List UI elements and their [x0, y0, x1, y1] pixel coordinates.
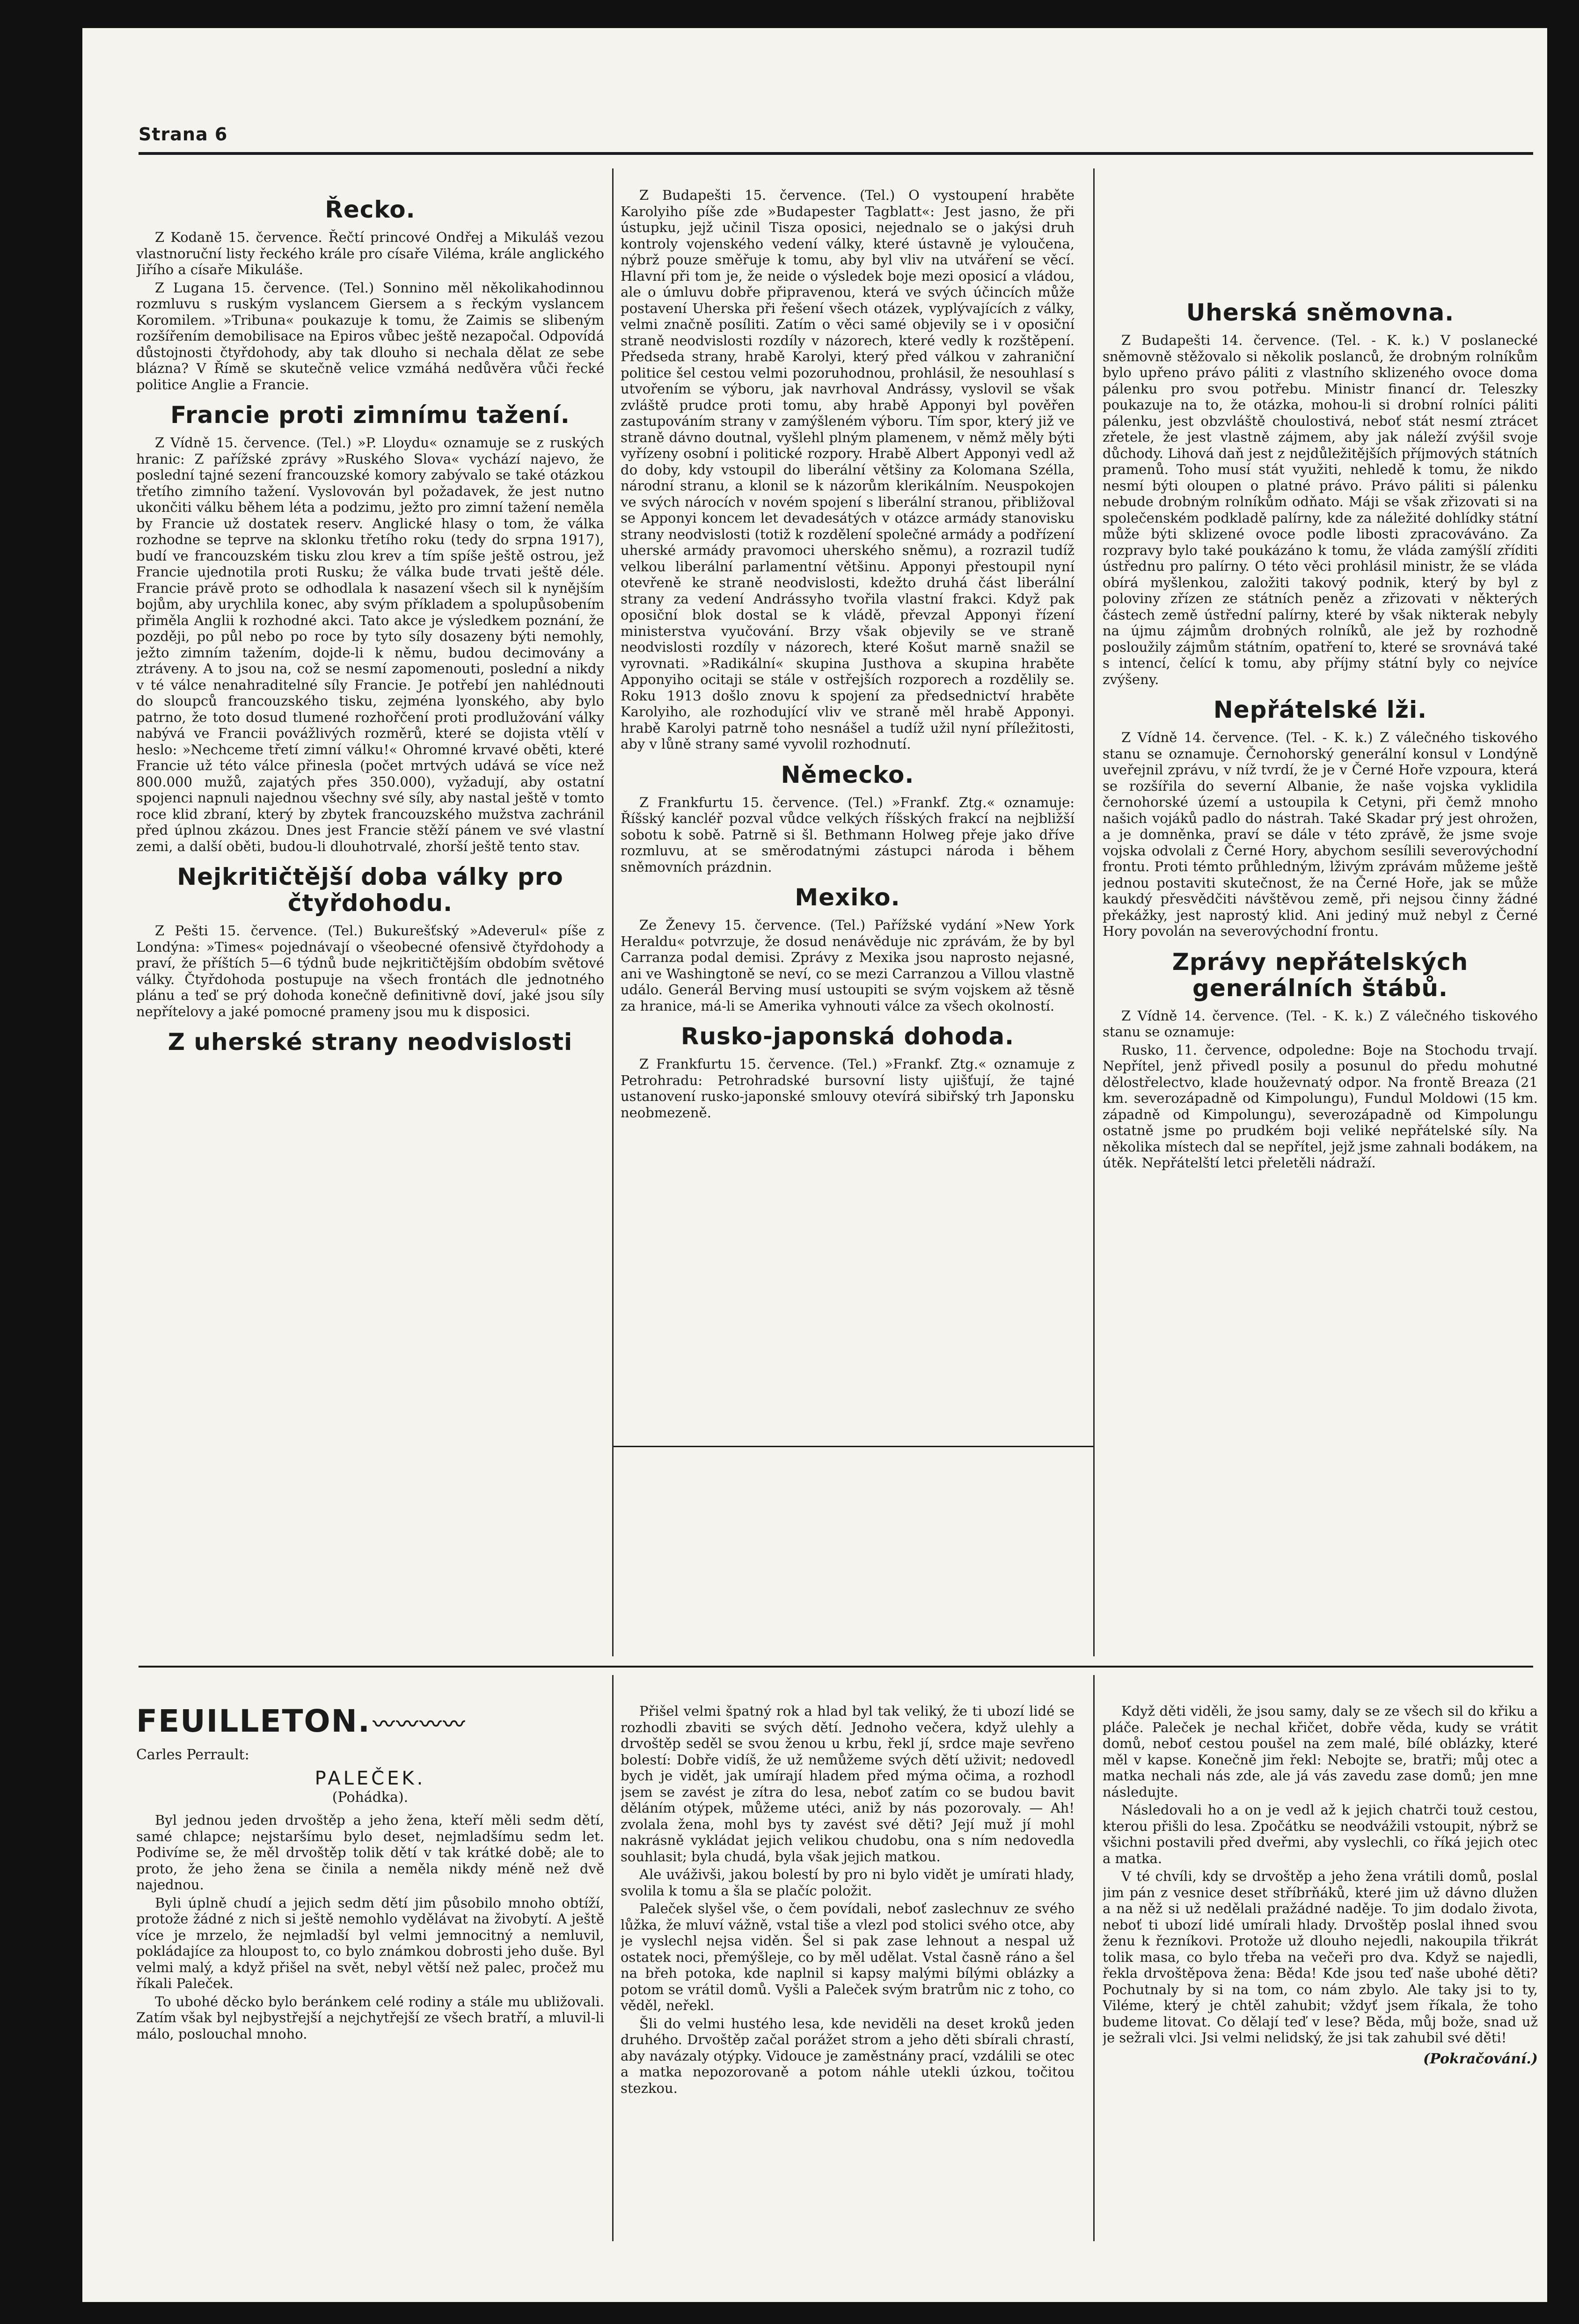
news-column-2 [621, 187, 1075, 1436]
headline: Zprávy nepřátelských generálních štábů. [1172, 948, 1469, 1002]
article-zpravy-stabu [1103, 949, 1538, 1171]
header-rule [139, 152, 1533, 155]
paragraph: Z Pešti 15. července. (Tel.) Bukurešťský »Adeverul« píše z Londýna: »Times« pojednávají o všeobecné ofensivě čtyřdohody a praví, že příštích 5—6 týdnů bude nejkritičtějším obdobím světové války. Čtyřdohoda postupuje na všech frontách dle jednotného plánu a teď se prý dohoda konečně definitivně doví, jaké jsou síly nepřítelovy a jaké pomocné prameny jsou mu k disposici. [136, 923, 604, 1020]
column-rule [1093, 168, 1095, 1656]
article-nepratelske-lzi [1103, 697, 1538, 940]
article-francie [136, 402, 604, 854]
story-paragraph: Když děti viděli, že jsou samy, daly se ze všech sil do křiku a pláče. Paleček je nechal křičet, dobře věda, kudy se vrátit domů, neboť cestou poušel na zem malé, bílé oblázky, které měl v kapse. Konečně jim řekl: Nebojte se, bratři; můj otec a matka nechali nás zde, ale já vás zavedu zase domů; jen mne následujte. [1103, 1703, 1538, 1800]
article-uherska-snemovna [1103, 299, 1538, 687]
column-rule [1093, 1675, 1095, 2241]
paragraph: Z Budapešti 15. července. (Tel.) O vystoupení hraběte Karolyiho píše zde »Budapester Tagblatt«: Jest jasno, že při ústupku, jejž učinil Tisza oposici, nejednalo se o jakýsi druh kontroly vojenského vedení války, které ústavně je vyloučena, nýbrž pouze směřuje k tomu, aby byl vliv na utváření se věcí. Hlavní při tom je, že neide o výsledek boje mezi oposicí a vládou, ale o úmluvu dobře připravenou, která ve svých účincích může postavení Uherska při řešení všech otázek, vyplývajících z války, velmi značně posíliti. Zatím o věci samé objevily se i v oposiční straně neodvislosti rozdíly v názorech, které vedly k rozštěpení. Předseda strany, hrabě Karolyi, který před válkou v zahraniční politice šel cestou velmi pozoruhodnou, prohlásil, že nesouhlasí s utvořením se výboru, jak navrhoval Andrássy, vyslovil se však zvláště prudce proti tomu, aby hrabě Apponyi byl pověřen zastupováním strany v zamýšleném výboru. Tím spor, který již ve straně dávno doutnal, vyšlehl plným plamenem, v němž měly býti vyřízeny osobní i politické rozpory. Hrabě Albert Apponyi vedl až do doby, kdy vstoupil do liberální většiny za Kolomana Szélla, národní stranu, a klonil se k názorům klerikálním. Neuspokojen ve svých nárocích v novém spojení s liberální stranou, přibližoval se Apponyi koncem let devadesátých v otázce armády stanovisku strany neodvislosti (totiž k rozdělení společné armády a podřízení uherské armády pravomoci uherského sněmu), a rozrazil tudíž velkou liberální parlamentní většinu. Apponyi přestoupil nyní otevřeně ke straně neodvislosti, kdežto druhá část liberální strany za vedení Andrássyho tvořila vlastní frakci. Když pak oposiční blok dostal se k vládě, převzal Apponyi řízení ministerstva vyučování. Brzy však objevily se ve straně neodvislosti rozdíly v názorech, které Košut marně snažil se vyrovnati. »Radikální« skupina Justhova a skupina hraběte Apponyiho ocitaji se stále v ostřejších rozporech a rozdělily se. Roku 1913 došlo znovu k spojení za předsednictví hraběte Karolyiho, ale rozhodující vliv ve straně měl hrabě Apponyi. hrabě Karolyi patrně toho nesnášel a tudíž užil nyní příležitosti, aby v lůně strany samé vyvolil rozhodnutí. [621, 187, 1075, 752]
paragraph: Z Vídně 14. července. (Tel. - K. k.) Z válečného tiskového stanu se oznamuje: [1103, 1007, 1538, 1040]
section-rule [614, 1446, 1093, 1447]
headline: Rusko-japonská dohoda. [680, 1023, 1015, 1050]
paragraph: Rusko, 11. července, odpoledne: Boje na Stochodu trvají. Nepřítel, jenž přivedl posily a posunul do předu mohutné dělostřelectvo, klade houževnatý odpor. Na frontě Breaza (21 km. severozápadně od Kimpolungu), Fundul Moldowi (15 km. západně od Kimpolungu), severozápadně od Kimpolungu ostatně jsme po prudkém boji veliké nepřátelské síly. Na několika místech dal se nepřítel, jejž jsme zahnali bodákem, na útěk. Nepřátelští letci přeletěli nádraží. [1103, 1042, 1538, 1171]
headline: Uherská sněmovna. [1186, 299, 1455, 326]
story-paragraph: Ale uváživši, jakou bolestí by pro ni bylo vidět je umírati hlady, svolila k tomu a šla se plačíc položit. [621, 1866, 1075, 1899]
article-nejkritictejsi-doba [136, 864, 604, 1020]
paragraph: Z Budapešti 14. července. (Tel. - K. k.) V poslanecké sněmovně stěžovalo si několik poslanců, že drobným rolníkům bylo upřeno právo páliti z vlastního sklizeného ovoce doma pálenku pro svou potřebu. Ministr financí dr. Teleszky poukazuje na to, že otázka, mohou-li si drobní rolníci páliti pálenku, jest obzvláště choulostivá, neboť stát nesmí ztrácet zřetele, že jest vlastně zájmem, aby jak náleží zvýšil svoje důchody. Lihová daň jest z nejdůležitějších příjmových státních pramenů. Toho musí stát využiti, nehledě k tomu, že nikdo nesmí býti oloupen o platné právo. Právo páliti si pálenku nebude drobným rolníkům odňato. Máji se však zřizovati si na společenském podkladě palírny, kde za náležité dohlídky státní může býti sklizené ovoce podle libosti zpracováváno. Za rozpravy bylo také poukázáno k tomu, že vláda zamýšlí zříditi ústřednu pro palírny. O této věci prohlásil ministr, že se vláda obírá myšlenkou, založiti takový podnik, který by byl z poloviny zřízen ze státních peněz a zřizovati v některých částech země ústřední palírny, které by však nikterak nebyly na újmu zájmům drobných rolníků, ale jež by rozhodně posloužily zájmům státním, opatření to, které se srovnává také s intencí, čelící k tomu, aby příjmy státní byly co nejvíce zvýšeny. [1103, 332, 1538, 687]
feuilleton-column-3 [1103, 1703, 1538, 2237]
article-mexiko [621, 884, 1075, 1014]
article-recko [136, 197, 604, 393]
paragraph: Z Vídně 15. července. (Tel.) »P. Lloydu« oznamuje se z ruských hranic: Z pařížské zprávy »Ruského Slova« vychází najevo, že poslední tajné sezení francouzské komory zabývalo se také otázkou třetího zimního tažení. Vyslovován byl požadavek, že jest nutno ukončiti válku během léta a podzimu, ježto pro zimní tažení neměla by Francie už dostatek reserv. Anglické hlasy o tom, že válka rozhodne se teprve na sklonku třetího roku (tedy do srpna 1917), budí ve francouzském tisku zlou krev a tím spíše ještě ostrou, jež Francie ujednotila proti Rusku; že válka bude trvati ještě déle. Francie právě proto se odhodlala k nasazení všech sil k nynějším bojům, aby urychlila konec, aby svým příkladem a spolupůsobením přiměla Anglii k rozhodné akci. Tato akce je výsledkem poznání, že později, po půl nebo po roce by tyto síly dosazeny býti nemohly, ježto zimním tažením, dojde-li k němu, budou decimovány a ztráveny. A to jsou na, což se nesmí zapomenouti, poslední a nikdy v té válce nenahraditelné síly Francie. Je potřebí jen nahlédnouti do sloupců francouzského tisku, zejména lyonského, aby bylo patrno, že toto dosud tlumené rozhořčení proti prodlužování války nabývá ve Francii povážlivých rozměrů, které se dojista vtělí v heslo: »Nechceme třetí zimní válku!« Ohromné krvavé oběti, které Francie už této válce přinesla (počet mrtvých udává se více než 800.000 mužů, zajatých přes 350.000), vyžadují, aby ostatní spojenci napnuli najednou všechny své síly, aby nastal ještě v tomto roce klid zbraní, který by zbytek francouzského mužstva zachránil před úplnou zkázou. Dnes jest Francie stěží pánem ve své vlastní zemi, a další oběti, budou-li dlouhotrvalé, zhorší ještě tento stav. [136, 435, 604, 854]
paragraph: Z Frankfurtu 15. července. (Tel.) »Frankf. Ztg.« oznamuje z Petrohradu: Petrohradské bursovní listy ujišťují, že tajné ustanovení rusko-japonské smlouvy otevírá sibiřský trh Japonsku neobmezeně. [621, 1056, 1075, 1121]
paragraph: Z Vídně 14. července. (Tel. - K. k.) Z válečného tiskového stanu se oznamuje. Černohorský generální konsul v Londýně uveřejnil zprávu, v níž tvrdí, že je v Černé Hoře vzpoura, která se rozšířila do severní Albanie, že naše vojska vyklidila černohorské území a ustoupila k Cetyni, při čemž mnoho našich vojáků padlo do nástrah. Také Skadar prý jest ohrožen, a je domněnka, praví se dále v této zprávě, že jsme svoje vojska odvolali z Černé Hory, abychom sesílili severovýchodní frontu. Proti témto průhledným, lživým zprávám můžeme ještě jednou postaviti skutečnost, že na Černé Hoře, jak se může kaukdý přesvědčiti návštěvou země, při nejsou činny žádné překážky, jest naprostý klid. Ani jediný muž nebyl z Černé Hory povolán na severovýchodní frontu. [1103, 729, 1538, 939]
article-nemecko [621, 762, 1075, 875]
column-rule [612, 168, 614, 1656]
feuilleton-rule [139, 1666, 1533, 1668]
headline: Nepřátelské lži. [1213, 696, 1427, 723]
author-line: Carles Perrault: [136, 1747, 249, 1763]
headline: Mexiko. [795, 884, 900, 911]
story-paragraph: Následovali ho a on je vedl až k jejich chatrči touž cestou, kterou přišli do lesa. Zpočátku se neodvážili vstoupit, nýbrž se všichni postavili před dveřmi, aby vyslechli, co říká jejich otec a matka. [1103, 1802, 1538, 1866]
story-paragraph: To ubohé děcko bylo beránkem celé rodiny a stále mu ubližovali. Zatím však byl nejbystřejší a nejchytřejší ze všech bratří, a mluvil-li málo, poslouchal mnoho. [136, 1993, 604, 2042]
article-uherska-strana-neodvislosti [136, 1029, 604, 1055]
paragraph: Z Lugana 15. července. (Tel.) Sonnino měl několikahodinnou rozmluvu s ruským vyslancem Giersem a s řeckým vyslancem Koromilem. »Tribuna« poukazuje k tomu, že Zaimis se slibeným rozšířením demobilisace na Epiros vůbec ještě nezapočal. Odpovídá důstojnosti čtyřdohody, aby tak dlouho si nechala dělat ze sebe blázna? V Římě se skutečně velice vzmáhá nedůvěra vůči řecké politice Anglie a Francie. [136, 279, 604, 393]
feuilleton-column-2 [621, 1703, 1075, 2237]
article-rusko-japonska-dohoda [621, 1023, 1075, 1121]
headline: Německo. [781, 761, 914, 788]
story-paragraph: Byl jednou jeden drvoštěp a jeho žena, kteří měli sedm dětí, samé chlapce; nejstaršímu bylo deset, nejmladšímu sedm let. Podivíme se, že měl drvoštěp tolik dětí v tak krátké době; ale to proto, že jeho žena se činila a neměla nikdy méně než dvě najednou. [136, 1812, 604, 1893]
newspaper-page [82, 28, 1547, 2302]
story-paragraph: Paleček slyšel vše, o čem povídali, neboť zaslechnuv ze svého lůžka, že mluví vážně, vstal tiše a vlezl pod stolici svého otce, aby je vyslechl nejsa viděn. Šel si pak zase lehnout a nespal už ostatek noci, přemýšleje, co by měl udělat. Vstal časně ráno a šel na břeh potoka, kde naplnil si kapsy malými bílými oblázky a potom se vrátil domů. Vyšli a Paleček svým bratrům nic z toho, co věděl, neřekl. [621, 1901, 1075, 2013]
news-column-3 [1103, 290, 1538, 1656]
headline: Francie proti zimnímu tažení. [170, 401, 570, 429]
paragraph: Z Kodaně 15. července. Řečtí princové Ondřej a Mikuláš vezou vlastnoruční listy řeckého krále pro císaře Viléma, krále anglického Jiřího a císaře Mikuláše. [136, 229, 604, 277]
feuilleton-heading [136, 1703, 604, 1739]
column-rule [612, 1675, 614, 2241]
page-number: Strana 6 [139, 124, 228, 145]
feuilleton-title: FEUILLETON. [136, 1703, 371, 1739]
feuilleton-column-1 [136, 1703, 604, 2237]
story-title: PALEČEK. [314, 1768, 426, 1789]
story-paragraph: Přišel velmi špatný rok a hlad byl tak veliký, že ti ubozí lidé se rozhodli zbaviti se svých dětí. Jednoho večera, když ulehly a drvoštěp seděl se svou ženou u krbu, řekl jí, srdce maje sevřeno bolestí: Dobře vidíš, že už nemůžeme svých dětí uživit; nedovedl bych je vidět, jak umírají hladem před mýma očima, a rozhodl jsem se zavést je zítra do lesa, neboť zatím co se budou bavit děláním otýpek, můžeme utéci, aniž by nás pozorovaly. — Ah! zvolala žena, mohl bys ty zavést své děti? Její muž jí mohl nakrásně vykládat jejich velikou chudobu, ona s ním nedovedla souhlasit; byla chudá, byla však jejich matkou. [621, 1703, 1075, 1865]
paragraph: Z Frankfurtu 15. července. (Tel.) »Frankf. Ztg.« oznamuje: Říšský kancléř pozval vůdce velkých říšských frakcí na nejbližší sobotu k sobě. Patrně si šl. Bethmann Holweg přeje jako dříve rozmluvu, at se směrodatnými zástupci národa i během sněmovních prázdnin. [621, 794, 1075, 875]
paragraph: Ze Ženevy 15. července. (Tel.) Pařížské vydání »New York Heraldu« potvrzuje, že dosud nenávěduje nic zprávám, že by byl Carranza podal demisi. Zprávy z Mexika jsou naprosto nejasné, ani ve Washingtoně se neví, co se mezi Carranzou a Villou vlastně událo. Generál Berving musí ustoupiti se svým vojskem až těsně za hranice, má-li se Amerika vyhnouti válce za všech okolností. [621, 917, 1075, 1014]
story-paragraph: Byli úplně chudí a jejich sedm dětí jim působilo mnoho obtíží, protože žádné z nich si ještě nemohlo vydělávat na živobytí. A ještě více je mrzelo, že nejmladší byl velmi jemnocitný a nemluvil, pokládajíce za hloupost to, co bylo známkou dobrosti jeho duše. Byl velmi malý, a když přišel na svět, nebyl větší než palec, pročež mu říkali Paleček. [136, 1894, 604, 1991]
headline: Z uherské strany neodvislosti [168, 1028, 573, 1056]
headline: Řecko. [325, 196, 416, 223]
news-column-1 [136, 187, 604, 1628]
story-paragraph: V té chvíli, kdy se drvoštěp a jeho žena vrátili domů, poslal jim pán z vesnice deset stříbrňáků, které jim už dávno dlužen a na něž si už nedělali pražádné naděje. To jim dodalo života, neboť ti ubozí lidé umírali hlady. Drvoštěp poslal ihned svou ženu k řezníkovi. Protože už dlouho nejedli, nakoupila třikrát tolik masa, co bylo třeba na večeři pro dva. Když se najedli, řekla drvoštěpova žena: Běda! Kde jsou teď naše ubohé děti? Pochutnaly by si na tom, co nám zbylo. Ale taky jsi to ty, Viléme, který je chtěl zahubit; vždyť jsem říkala, že toho budeme litovat. Co dělají teď v lese? Běda, můj bože, snad už je sežrali vlci. Jsi velmi nelidský, že jsi tak zahubil své děti! [1103, 1868, 1538, 2046]
story-paragraph: Šli do velmi hustého lesa, kde neviděli na deset kroků jeden druhého. Drvoštěp začal porážet strom a jeho děti sbírali chrastí, aby navázaly otýpky. Vidouce je zaměstnány prací, vzdálili se otec a matka nepozorovaně a potom náhle utekli úzkou, točitou stezkou. [621, 2015, 1075, 2096]
story-subtitle: (Pohádka). [332, 1789, 409, 1806]
continuation-note: (Pokračování.) [1423, 2050, 1538, 2067]
wave-ornament: 〰〰〰〰 [373, 1712, 467, 1737]
headline: Nejkritičtější doba války pro čtyřdohodu. [177, 863, 563, 917]
page-header [139, 124, 1528, 152]
